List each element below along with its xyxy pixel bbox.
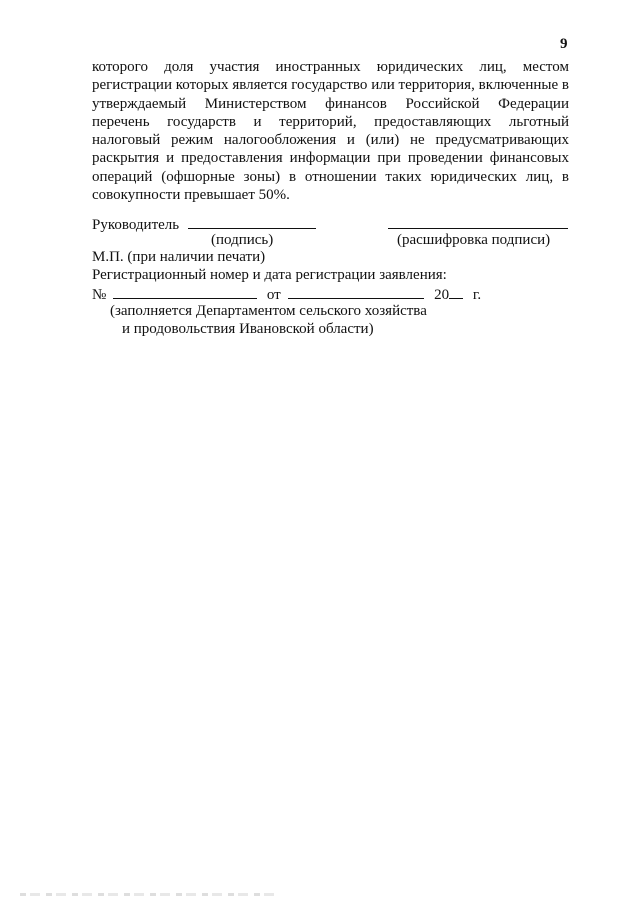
scan-artifact (20, 893, 280, 896)
page-number: 9 (560, 36, 568, 52)
registration-title: Регистрационный номер и дата регистрации заявления: (92, 267, 447, 283)
registration-note-line-2: и продовольствия Ивановской области) (122, 321, 374, 337)
date-blank-line (288, 284, 424, 299)
from-label: от (266, 287, 281, 303)
body-paragraph: которого доля участия иностранных юридических лиц, местом регистрации которых является государство или территория, включенные в утверждаемый Министерством финансов Российской Федерации перечень государств и территорий, предоставляющих льготный налоговый режим налогообложения и (или) не предусматривающих раскрытия и предоставления информации при проведении финансовых операций (офшорные зоны) в отношении таких юридических лиц, в совокупности превышает 50%. (92, 59, 569, 204)
head-label: Руководитель (92, 217, 180, 233)
seal-note: М.П. (при наличии печати) (92, 249, 266, 265)
year-suffix: г. (472, 287, 482, 303)
year-prefix: 20 (434, 287, 450, 303)
year-blank-line (449, 284, 463, 299)
registration-number-row (92, 284, 481, 304)
decryption-caption: (расшифровка подписи) (397, 232, 551, 248)
signature-caption: (подпись) (211, 232, 274, 248)
signature-blank-line (188, 214, 316, 229)
number-symbol: № (92, 287, 107, 303)
number-blank-line (113, 284, 257, 299)
decryption-blank-line (388, 214, 568, 229)
registration-note-line-1: (заполняется Департаментом сельского хозяйства (110, 303, 427, 319)
